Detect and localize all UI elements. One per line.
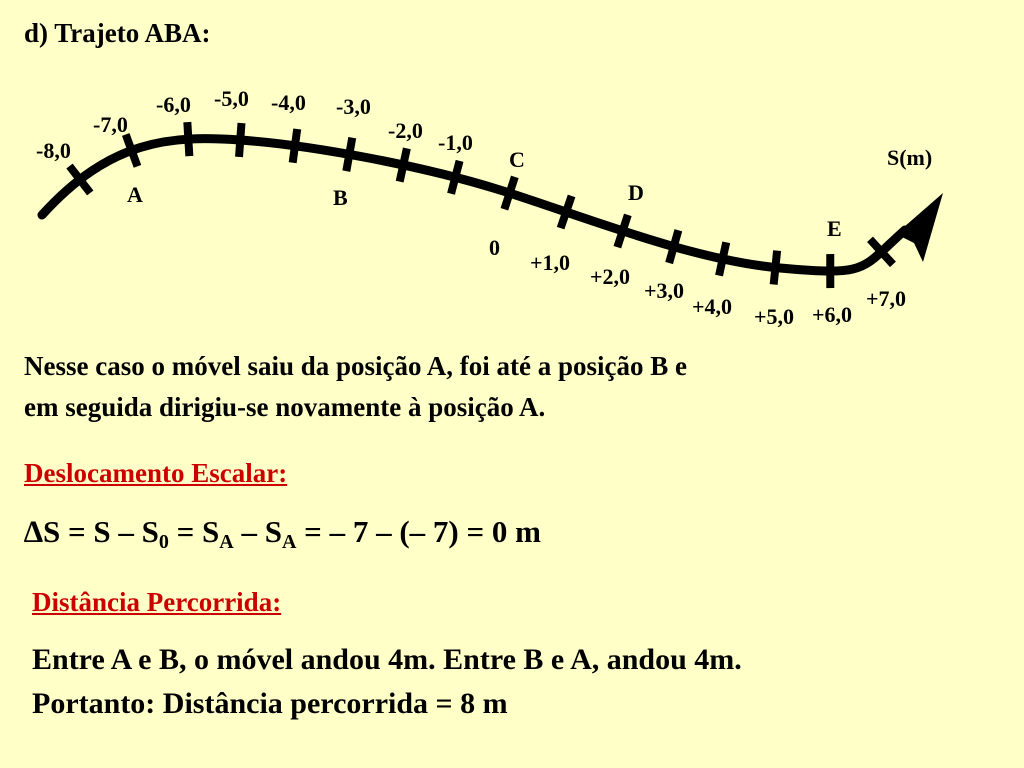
tick-label: -8,0 — [36, 138, 71, 163]
tick-mark — [669, 230, 678, 263]
tick-label: -2,0 — [388, 118, 423, 143]
tick-mark — [126, 134, 138, 166]
formula-sub-a-1: A — [219, 531, 234, 553]
point-label-d: D — [628, 180, 644, 205]
tick-mark — [346, 138, 352, 171]
distance-line-2: Portanto: Distância percorrida = 8 m — [32, 687, 508, 720]
tick-label: -7,0 — [93, 112, 128, 137]
tick-label: -5,0 — [214, 86, 249, 111]
description-line-1: Nesse caso o móvel saiu da posição A, foi até a posição B e — [24, 351, 687, 381]
tick-mark — [187, 122, 189, 156]
tick-label: -1,0 — [438, 130, 473, 155]
displacement-formula — [24, 514, 541, 554]
tick-mark — [239, 123, 241, 157]
tick-mark — [504, 177, 514, 209]
tick-label: +4,0 — [692, 294, 733, 319]
displacement-heading: Deslocamento Escalar: — [24, 458, 288, 488]
tick-mark — [293, 129, 298, 163]
formula-sub-a-2: A — [281, 531, 297, 553]
formula-sub-0: 0 — [158, 531, 169, 553]
tick-label: +2,0 — [590, 264, 631, 289]
formula-part-4: = – 7 – (– 7) = 0 m — [296, 514, 541, 549]
tick-label: +7,0 — [866, 286, 907, 311]
axis-label: S(m) — [887, 145, 933, 170]
description-paragraph — [24, 346, 687, 428]
tick-label: +5,0 — [754, 304, 795, 329]
tick-mark — [617, 215, 627, 247]
distance-line-1: Entre A e B, o móvel andou 4m. Entre B e A, andou 4m. — [32, 643, 742, 676]
point-label-c: C — [509, 147, 525, 172]
tick-label: +3,0 — [644, 278, 685, 303]
formula-part-1: S = S – S — [42, 514, 159, 549]
tick-mark — [561, 196, 572, 228]
description-line-2: em seguida dirigiu-se novamente à posição A. — [24, 392, 546, 422]
trajectory-diagram — [0, 78, 1024, 338]
tick-label: -4,0 — [271, 90, 306, 115]
delta-symbol: ∆ — [24, 514, 43, 549]
tick-label: +6,0 — [812, 302, 853, 327]
distance-heading: Distância Percorrida: — [32, 587, 282, 617]
tick-label: 0 — [489, 235, 500, 260]
tick-mark — [400, 148, 407, 181]
tick-mark — [719, 242, 726, 275]
formula-part-3: – S — [233, 514, 282, 549]
distance-text — [32, 638, 742, 726]
tick-label: +1,0 — [530, 250, 571, 275]
point-label-e: E — [827, 216, 842, 241]
point-label-a: A — [127, 182, 143, 207]
point-label-b: B — [333, 185, 348, 210]
slide-title: d) Trajeto ABA: — [24, 18, 211, 48]
tick-mark — [451, 161, 460, 194]
tick-label: -3,0 — [336, 94, 371, 119]
tick-label: -6,0 — [156, 92, 191, 117]
formula-part-2: = S — [168, 514, 220, 549]
tick-mark — [774, 251, 777, 285]
